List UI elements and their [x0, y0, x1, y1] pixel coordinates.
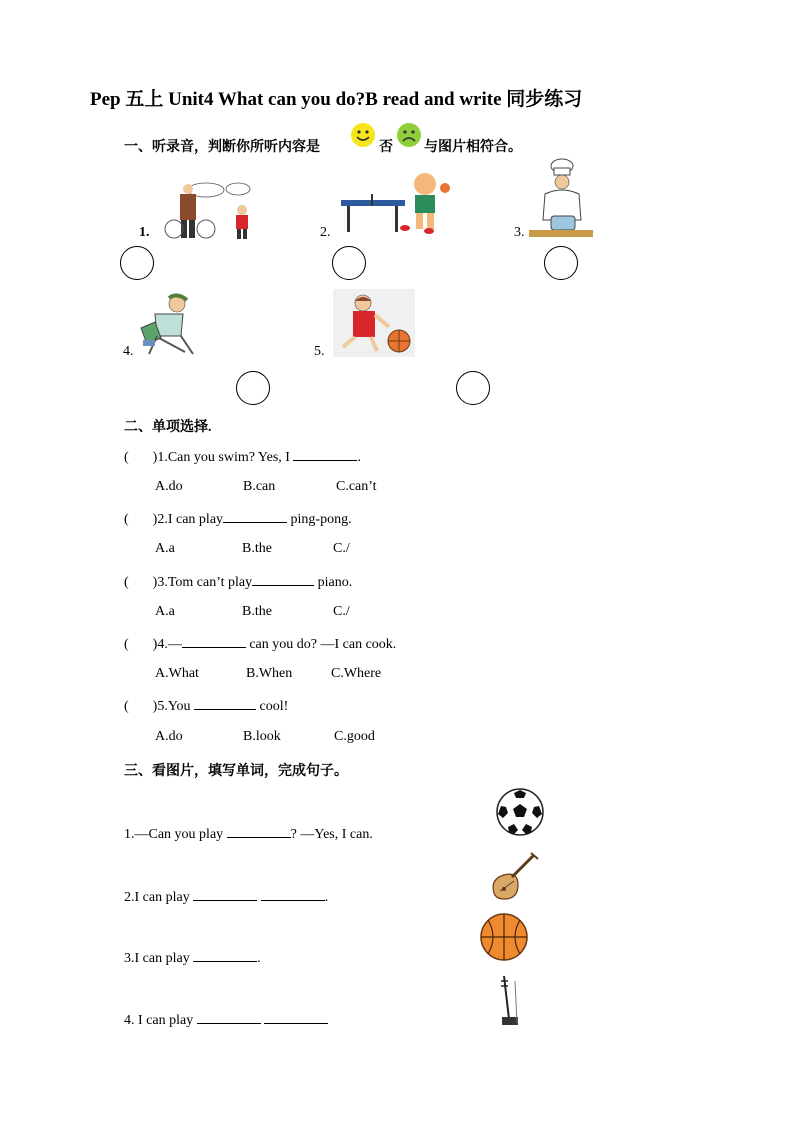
- item-number-4: 4.: [123, 344, 134, 359]
- question-text-after: can you do? —I can cook.: [249, 637, 397, 652]
- answer-blank[interactable]: [193, 949, 257, 962]
- answer-blank[interactable]: [182, 635, 246, 648]
- question-paren: (: [124, 699, 129, 714]
- q4-option-b: B.When: [246, 666, 293, 681]
- ping-pong-picture: [339, 168, 455, 236]
- sentence-text: 3.I can play: [124, 951, 190, 966]
- chef-picture: [525, 158, 597, 240]
- smiley-face-icon: [350, 122, 376, 148]
- sentence-text: 4. I can play: [124, 1013, 194, 1028]
- section1-heading-part-c: 与图片相符合。: [424, 140, 522, 155]
- question-text: )1.Can you swim? Yes, I: [152, 450, 290, 465]
- basketball-icon: [479, 912, 529, 962]
- q4-option-a: A.What: [155, 666, 199, 681]
- answer-blank[interactable]: [223, 510, 287, 523]
- q2-option-a: A.a: [155, 541, 175, 556]
- question-4: [124, 635, 396, 653]
- answer-blank[interactable]: [261, 888, 325, 901]
- answer-blank[interactable]: [197, 1011, 261, 1024]
- answer-blank[interactable]: [193, 888, 257, 901]
- sentence-text: 2.I can play: [124, 890, 190, 905]
- q2-option-c: C./: [333, 541, 350, 556]
- answer-blank[interactable]: [293, 448, 357, 461]
- section1-heading-part-b: 否: [379, 140, 393, 155]
- q1-option-b: B.can: [243, 479, 276, 494]
- erhu-icon: [490, 973, 530, 1027]
- question-text: )5.You: [152, 699, 191, 714]
- item-number-3: 3.: [514, 225, 525, 240]
- question-text-after: cool!: [259, 699, 289, 714]
- sentence-3: [124, 949, 261, 967]
- question-2: [124, 510, 352, 528]
- question-text: )2.I can play: [152, 512, 224, 527]
- answer-circle-4[interactable]: [236, 371, 270, 405]
- sentence-4: [124, 1011, 328, 1029]
- question-1: [124, 448, 361, 466]
- question-paren: (: [124, 575, 129, 590]
- pipa-icon: [488, 849, 542, 903]
- answer-circle-3[interactable]: [544, 246, 578, 280]
- q5-option-b: B.look: [243, 729, 281, 744]
- question-paren: (: [124, 450, 129, 465]
- question-paren: (: [124, 637, 129, 652]
- item-number-1: 1.: [139, 225, 150, 240]
- question-text: )3.Tom can’t play: [152, 575, 253, 590]
- answer-circle-1[interactable]: [120, 246, 154, 280]
- sentence-text: 1.—Can you play: [124, 827, 224, 842]
- section1-heading-part-a: 一、听录音，判断你所听内容是: [124, 140, 320, 155]
- section2-heading: 二、单项选择.: [124, 420, 212, 435]
- answer-blank[interactable]: [227, 825, 291, 838]
- page-title: Pep 五上 Unit4 What can you do?B read and write 同步练习: [90, 89, 583, 110]
- man-and-child-picture: [164, 177, 256, 241]
- sentence-text-after: .: [257, 951, 261, 966]
- sentence-2: [124, 888, 328, 906]
- item-number-2: 2.: [320, 225, 331, 240]
- section3-heading: 三、看图片，填写单词，完成句子。: [124, 764, 348, 779]
- answer-blank[interactable]: [252, 573, 314, 586]
- question-3: [124, 573, 352, 591]
- answer-circle-2[interactable]: [332, 246, 366, 280]
- answer-blank[interactable]: [194, 697, 256, 710]
- sad-face-icon: [396, 122, 422, 148]
- answer-blank[interactable]: [264, 1011, 328, 1024]
- question-text-after: .: [357, 450, 361, 465]
- q3-option-c: C./: [333, 604, 350, 619]
- question-text-after: ping-pong.: [290, 512, 352, 527]
- q1-option-a: A.do: [155, 479, 183, 494]
- q3-option-b: B.the: [242, 604, 272, 619]
- question-5: [124, 697, 288, 715]
- basketball-player-picture: [333, 289, 415, 357]
- question-text: )4.—: [152, 637, 182, 652]
- q4-option-c: C.Where: [331, 666, 382, 681]
- item-number-5: 5.: [314, 344, 325, 359]
- answer-circle-5[interactable]: [456, 371, 490, 405]
- sentence-1: [124, 825, 373, 843]
- person-in-chair-picture: [135, 292, 199, 358]
- q2-option-b: B.the: [242, 541, 272, 556]
- q1-option-c: C.can’t: [336, 479, 377, 494]
- question-paren: (: [124, 512, 129, 527]
- question-text-after: piano.: [317, 575, 353, 590]
- sentence-text-after: ? —Yes, I can.: [290, 827, 373, 842]
- section1-heading: [124, 136, 320, 156]
- q5-option-a: A.do: [155, 729, 183, 744]
- q3-option-a: A.a: [155, 604, 175, 619]
- sentence-text-after: .: [324, 890, 329, 905]
- q5-option-c: C.good: [334, 729, 375, 744]
- soccer-ball-icon: [495, 787, 545, 837]
